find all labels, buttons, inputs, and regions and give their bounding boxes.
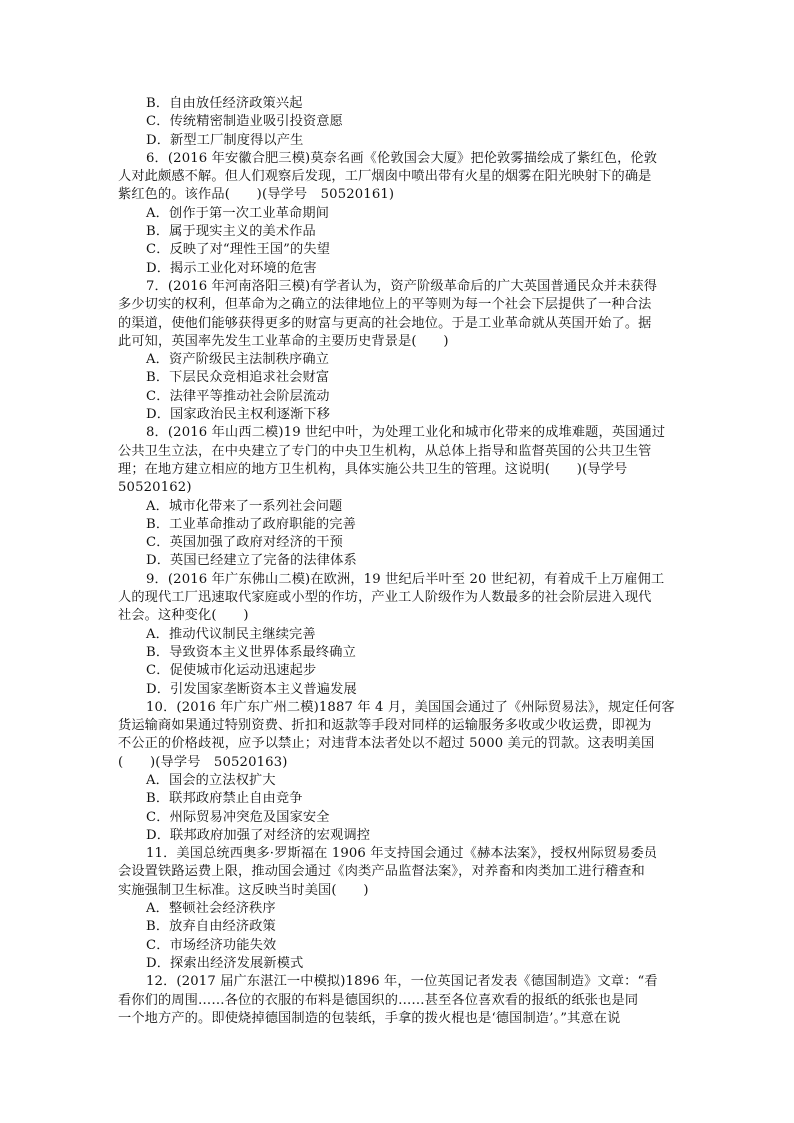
question-stem-line: 此可知，英国率先发生工业革命的主要历史背景是( ) — [118, 333, 449, 349]
answer-option: C．州际贸易冲突危及国家安全 — [146, 809, 330, 825]
answer-option: A．推动代议制民主继续完善 — [146, 626, 316, 642]
answer-option: B．属于现实主义的美术作品 — [146, 224, 316, 240]
question-stem-line: 紫红色的。该作品( )(导学号 50520161) — [118, 187, 395, 203]
answer-option: D．探索出经济发展新模式 — [146, 955, 304, 971]
answer-option: D．引发国家垄断资本主义普遍发展 — [146, 681, 357, 697]
answer-option: A．创作于第一次工业革命期间 — [146, 205, 330, 221]
answer-option: B．自由放任经济政策兴起 — [146, 96, 303, 111]
question-stem-line: 公共卫生立法，在中央建立了专门的中央卫生机构，从总体上指导和监督英国的公共卫生管 — [118, 443, 652, 459]
answer-option: B．导致资本主义世界体系最终确立 — [146, 644, 356, 660]
answer-option: D．国家政治民主权利逐渐下移 — [146, 407, 331, 423]
answer-option: C．法律平等推动社会阶层流动 — [146, 388, 330, 404]
question-stem-first-line: 6．(2016 年安徽合肥三模)莫奈名画《伦敦国会大厦》把伦敦雾描绘成了紫红色，伦敦 — [146, 150, 658, 166]
answer-option: C．反映了对“理性王国”的失望 — [146, 242, 331, 258]
question-stem-line: 看你们的周围……各位的衣服的布料是德国织的……甚至各位喜欢看的报纸的纸张也是同 — [118, 992, 639, 1008]
question-stem-line: 人的现代工厂迅速取代家庭或小型的作坊，产业工人阶级作为人数最多的社会阶层进入现代 — [118, 590, 652, 606]
question-stem-line: 不公正的价格歧视，应予以禁止；对违背本法者处以不超过 5000 美元的罚款。这表明美国 — [118, 736, 655, 752]
answer-option: A．整顿社会经济秩序 — [146, 901, 276, 917]
answer-option: B．工业革命推动了政府职能的完善 — [146, 516, 356, 532]
question-stem-line: 的渠道，使他们能够获得更多的财富与更高的社会地位。于是工业革命就从英国开始了。据 — [118, 315, 652, 331]
answer-option: C．英国加强了政府对经济的干预 — [146, 535, 343, 551]
question-stem-first-line: 8．(2016 年山西二模)19 世纪中叶，为处理工业化和城市化带来的成堆难题，英国通过 — [146, 425, 666, 441]
question-stem-line: 多少切实的权利，但革命为之确立的法律地位上的平等则为每一个社会下层提供了一种合法 — [118, 297, 652, 313]
question-stem-line: 社会。这种变化( ) — [118, 608, 249, 624]
question-stem-first-line: 9．(2016 年广东佛山二模)在欧洲，19 世纪后半叶至 20 世纪初，有着成千上万雇佣工 — [146, 571, 665, 587]
answer-option: D．新型工厂制度得以产生 — [146, 132, 304, 148]
question-stem-first-line: 7．(2016 年河南洛阳三模)有学者认为，资产阶级革命后的广大英国普通民众并未获得 — [146, 278, 658, 294]
answer-option: D．英国已经建立了完备的法律体系 — [146, 553, 357, 569]
question-stem-line: 货运输商如果通过特别资费、折扣和返款等手段对同样的运输服务多收或少收运费，即视为 — [118, 718, 652, 734]
answer-option: C．市场经济功能失效 — [146, 937, 277, 953]
answer-option: C．促使城市化运动迅速起步 — [146, 663, 317, 679]
answer-option: B．放弃自由经济政策 — [146, 919, 276, 935]
question-stem-line: 理；在地方建立相应的地方卫生机构，具体实施公共卫生的管理。这说明( )(导学号 — [118, 461, 628, 477]
question-stem-line: 会设置铁路运费上限，推动国会通过《肉类产品监督法案》，对养畜和肉类加工进行稽查和 — [118, 864, 645, 880]
answer-option: B．下层民众竞相追求社会财富 — [146, 370, 330, 386]
question-stem-first-line: 12．(2017 届广东湛江一中模拟)1896 年，一位英国记者发表《德国制造》文章：“看 — [146, 974, 658, 990]
answer-option: D．联邦政府加强了对经济的宏观调控 — [146, 827, 371, 843]
answer-option: C．传统精密制造业吸引投资意愿 — [146, 114, 343, 130]
answer-option: A．资产阶级民主法制秩序确立 — [146, 352, 330, 368]
question-stem-line: 50520162) — [118, 480, 192, 496]
answer-option: D．揭示工业化对环境的危害 — [146, 260, 317, 276]
question-stem-line: 一个地方产的。即使烧掉德国制造的包装纸，手拿的拨火棍也是‘德国制造’。”其意在说 — [118, 1010, 621, 1026]
question-stem-line: ( )(导学号 50520163) — [118, 754, 288, 770]
answer-option: B．联邦政府禁止自由竞争 — [146, 791, 303, 807]
question-stem-first-line: 11．美国总统西奥多·罗斯福在 1906 年支持国会通过《赫本法案》，授权州际贸易委员 — [146, 846, 658, 862]
answer-option: A．国会的立法权扩大 — [146, 772, 276, 788]
question-stem-first-line: 10．(2016 年广东广州二模)1887 年 4 月，美国国会通过了《州际贸易法》，规定任何客 — [146, 699, 675, 715]
answer-option: A．城市化带来了一系列社会问题 — [146, 498, 343, 514]
question-stem-line: 实施强制卫生标准。这反映当时美国( ) — [118, 882, 369, 898]
question-list — [118, 95, 678, 1028]
question-stem-line: 人对此颇感不解。但人们观察后发现，工厂烟囱中喷出带有火星的烟雾在阳光映射下的确是 — [118, 169, 652, 185]
